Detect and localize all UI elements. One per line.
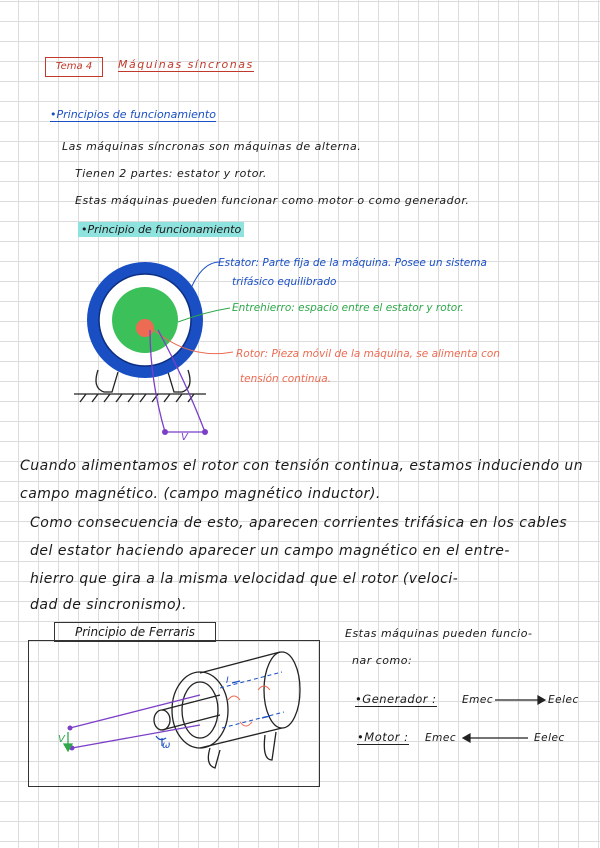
modes-intro-1: Estas máquinas pueden funcio- (345, 627, 533, 640)
page-title: Máquinas síncronas (118, 58, 254, 71)
paragraph-line-1: Cuando alimentamos el rotor con tensión continua, estamos induciendo un (20, 458, 584, 474)
ferraris-current-label: I (226, 676, 229, 686)
generador-label: •Generador : (355, 692, 437, 706)
voltage-label: V (181, 432, 188, 443)
paragraph-line-4: del estator haciendo aparecer un campo magnético en el entre- (30, 543, 510, 559)
estator-label-cont: trifásico equilibrado (232, 276, 337, 288)
paragraph-line-2: campo magnético. (campo magnético inductor). (20, 486, 381, 502)
paragraph-line-3: Como consecuencia de esto, aparecen corrientes trifásica en los cables (30, 515, 568, 531)
motor-to: Eelec (534, 732, 565, 744)
generador-from: Emec (462, 694, 494, 706)
rotor-label: Rotor: Pieza móvil de la máquina, se alimenta con (236, 348, 500, 360)
ferraris-box-label: Principio de Ferraris (54, 622, 216, 642)
topic-tag: Tema 4 (45, 57, 103, 77)
text-line-1: Las máquinas síncronas son máquinas de alterna. (62, 140, 362, 153)
ferraris-voltage-label: V (58, 734, 65, 745)
rotor-label-cont: tensión continua. (240, 373, 332, 385)
motor-label: •Motor : (357, 730, 409, 744)
modes-intro-2: nar como: (352, 654, 413, 667)
section-heading-principles: •Principios de funcionamiento (50, 108, 216, 121)
text-line-2: Tienen 2 partes: estator y rotor. (75, 167, 267, 180)
estator-label: Estator: Parte fija de la máquina. Posee un sistema (218, 257, 487, 269)
paragraph-line-5: hierro que gira a la misma velocidad que el rotor (veloci- (30, 571, 459, 587)
motor-from: Emec (425, 732, 457, 744)
section-heading-principle: •Principio de funcionamiento (78, 222, 244, 237)
generador-to: Eelec (548, 694, 579, 706)
ferraris-omega-label: ω (162, 740, 171, 751)
text-line-3: Estas máquinas pueden funcionar como motor o como generador. (75, 194, 470, 207)
entrehierro-label: Entrehierro: espacio entre el estator y rotor. (232, 302, 464, 314)
paragraph-line-6: dad de sincronismo). (30, 597, 187, 613)
